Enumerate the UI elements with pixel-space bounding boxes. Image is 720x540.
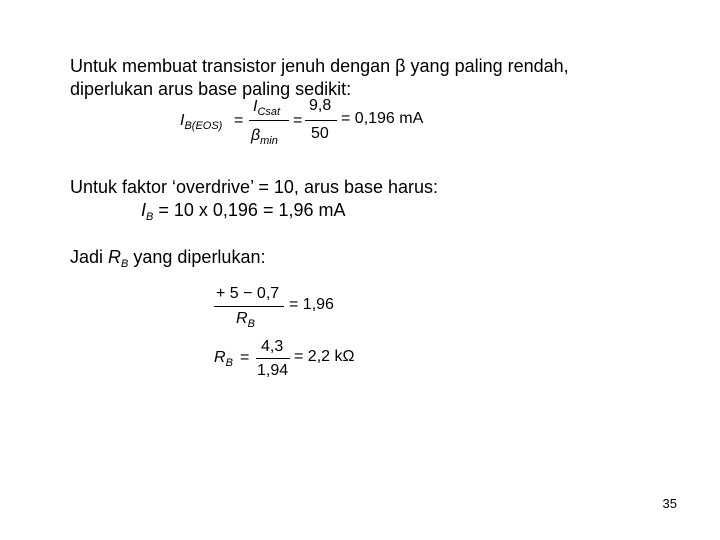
eq1-denominator: $\beta_{min}$ [251, 127, 278, 147]
eq3-denominator: 1,94 [257, 362, 289, 379]
eq1-equals-2: = [293, 112, 303, 129]
eq1-den-value: 50 [311, 125, 329, 142]
rb-intro: Jadi $R_B$ yang diperlukan: [70, 247, 266, 270]
eq2-numerator: + 5 − 0,7 [216, 285, 280, 302]
eq1-fraction-bar-2 [305, 120, 337, 121]
intro-line-2: diperlukan arus base paling sedikit: [70, 79, 352, 99]
eq3-equals: = [240, 349, 250, 366]
eq2-fraction-bar [214, 306, 284, 307]
eq2-result: = 1,96 [289, 296, 334, 313]
ib-calculation: $I_B = 10$ x 0,196 = 1,96 mA [141, 200, 346, 223]
eq3-numerator: 4,3 [261, 338, 284, 355]
eq1-fraction-bar-1 [249, 120, 289, 121]
eq3-lhs: $R_B$ [214, 349, 233, 369]
overdrive-line: Untuk faktor ‘overdrive’ = 10, arus base harus: [70, 177, 439, 197]
eq1-result: = 0,196 mA [341, 110, 424, 127]
eq3-fraction-bar [256, 358, 290, 359]
page-number: 35 [662, 496, 677, 511]
eq2-denominator: $R_B$ [236, 310, 255, 330]
eq1-numerator: $I_{Csat}$ [253, 98, 281, 118]
eq1-num-value: 9,8 [309, 97, 332, 114]
intro-line-1: Untuk membuat transistor jenuh dengan β yang paling rendah, [70, 56, 569, 76]
eq3-result: = 2,2 kΩ [294, 348, 355, 365]
eq1-equals-1: = [234, 112, 244, 129]
eq1-lhs: $I_{B(EOS)}$ [180, 112, 223, 132]
